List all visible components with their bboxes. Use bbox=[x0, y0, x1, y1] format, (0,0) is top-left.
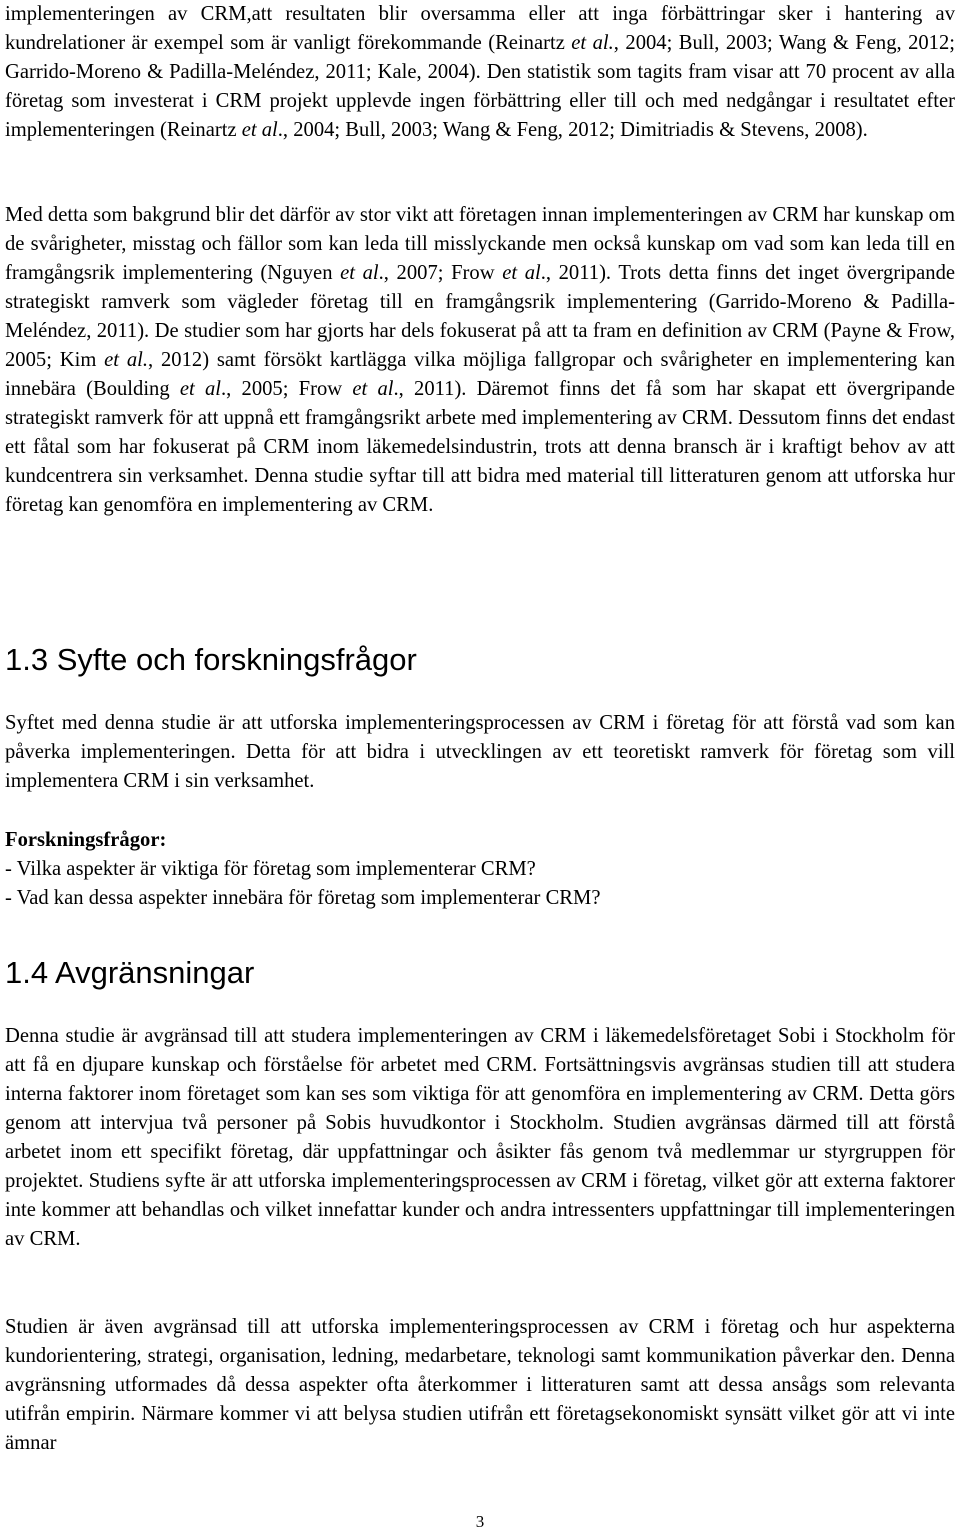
section-heading-1-4: 1.4 Avgränsningar bbox=[5, 955, 255, 990]
paragraph-delimitations: Denna studie är avgränsad till att studera implementeringen av CRM i läkemedelsföretaget Sobi i Stockholm för att få en djupare kunskap och förståelse för arbetet med CRM. Fortsättningsvis avgränsas studien till att studera interna faktorer inom företaget som kan ses som viktiga för att genomföra en implementering av CRM. Detta görs genom att intervjua två personer på Sobis huvudkontor i Stockholm. Studien avgränsas därmed till att förstå arbetet inom ett specifikt företag, där uppfattningar och åsikter fås genom två medlemmar ur styrgruppen för projektet. Studiens syfte är att utforska implementeringsprocessen av CRM i företag, vilket gör att externa faktorer inte kommer att behandlas och vilket innefattar kunder och andra intressenters uppfattningar till implementeringen av CRM. bbox=[5, 1025, 955, 1250]
et-al-italic: et al bbox=[241, 119, 278, 141]
text-run: , 2012) samt försökt kartlägga vilka möjliga fallgropar och svårigheter en implementering kan innebära (Boulding bbox=[5, 349, 955, 400]
text-run: implementeringen av CRM,att resultaten blir oversamma eller att inga förbättringar sker i hantering av kundrelationer är exempel som är vanligt förekommande (Reinartz bbox=[5, 3, 955, 54]
et-al-italic: et al bbox=[340, 262, 379, 284]
text-run: Med detta som bakgrund blir det därför av stor vikt att företagen innan implementeringen av CRM har kunskap om de svårigheter, misstag och fällor som kan leda till misslyckande men också kunskap om vad som kan leda till en framgångsrik implementering (Nguyen bbox=[5, 204, 955, 284]
section-heading-1-3: 1.3 Syfte och forskningsfrågor bbox=[5, 642, 417, 677]
et-al-italic: et al. bbox=[571, 32, 614, 54]
paragraph-purpose: Syftet med denna studie är att utforska implementeringsprocessen av CRM i företag för att förstå vad som kan påverka implementeringen. Detta för att bidra i utvecklingen av ett teoretiskt ramverk för företag som vill implementera CRM i sin verksamhet. bbox=[5, 712, 955, 792]
research-question-1: - Vilka aspekter är viktiga för företag som implementerar CRM? bbox=[5, 858, 536, 880]
text-run: ., 2007; Frow bbox=[378, 262, 503, 284]
text-run: ., 2011). Trots detta finns det inget övergripande strategiskt ramverk som vägleder företag till en framgångsrik implementering (Garrido-Moreno & Padilla-Meléndez, 2011). De studier som har gjorts har dels fokuserat på att ta fram en definition av CRM (Payne & Frow, 2005; Kim bbox=[5, 262, 956, 371]
text-run: ., 2011). Däremot finns det få som har skapat ett övergripande strategiskt ramverk för att uppnå ett framgångsrikt arbete med implementering av CRM. Dessutom finns det endast ett fåtal som har fokuserat på CRM inom läkemedelsindustrin, trots att denna bransch är i kraftigt behov av att kundcentrera sin verksamhet. Denna studie syftar till att bidra med material till litteraturen genom att utforska hur företag kan genomföra en implementering av CRM. bbox=[5, 378, 955, 516]
text-run: , 2004; Bull, 2003; Wang & Feng, 2012; Garrido-Moreno & Padilla-Meléndez, 2011; Kale, 2004). Den statistik som tagits fram visar att 70 procent av alla företag som investerat i CRM projekt upplevde ingen förbättring eller till och med nedgångar i resultatet efter implementeringen (Reinartz bbox=[5, 32, 956, 141]
text-run: ., 2005; Frow bbox=[221, 378, 353, 400]
paragraph-background bbox=[5, 201, 955, 520]
research-questions-label: Forskningsfrågor: bbox=[5, 829, 167, 851]
paragraph-delimitations-2: Studien är även avgränsad till att utforska implementeringsprocessen av CRM i företag och hur aspekterna kundorientering, strategi, organisation, ledning, medarbetare, teknologi samt kommunikation påverkar den. Denna avgränsning utformades då dessa aspekter ofta återkommer i litteraturen samt att dessa ansågs som relevanta utifrån empirin. Närmare kommer vi att belysa studien utifrån ett företagsekonomiskt synsätt vilket gör att vi inte ämnar bbox=[5, 1316, 955, 1454]
et-al-italic: et al. bbox=[104, 349, 149, 371]
paragraph-crm-failure bbox=[5, 0, 955, 145]
research-question-2: - Vad kan dessa aspekter innebära för företag som implementerar CRM? bbox=[5, 887, 601, 909]
et-al-italic: et al bbox=[502, 262, 541, 284]
et-al-italic: et al bbox=[352, 378, 394, 400]
page-number: 3 bbox=[475, 1512, 485, 1531]
et-al-italic: et al bbox=[179, 378, 221, 400]
text-run: ., 2004; Bull, 2003; Wang & Feng, 2012; Dimitriadis & Stevens, 2008). bbox=[277, 119, 868, 141]
